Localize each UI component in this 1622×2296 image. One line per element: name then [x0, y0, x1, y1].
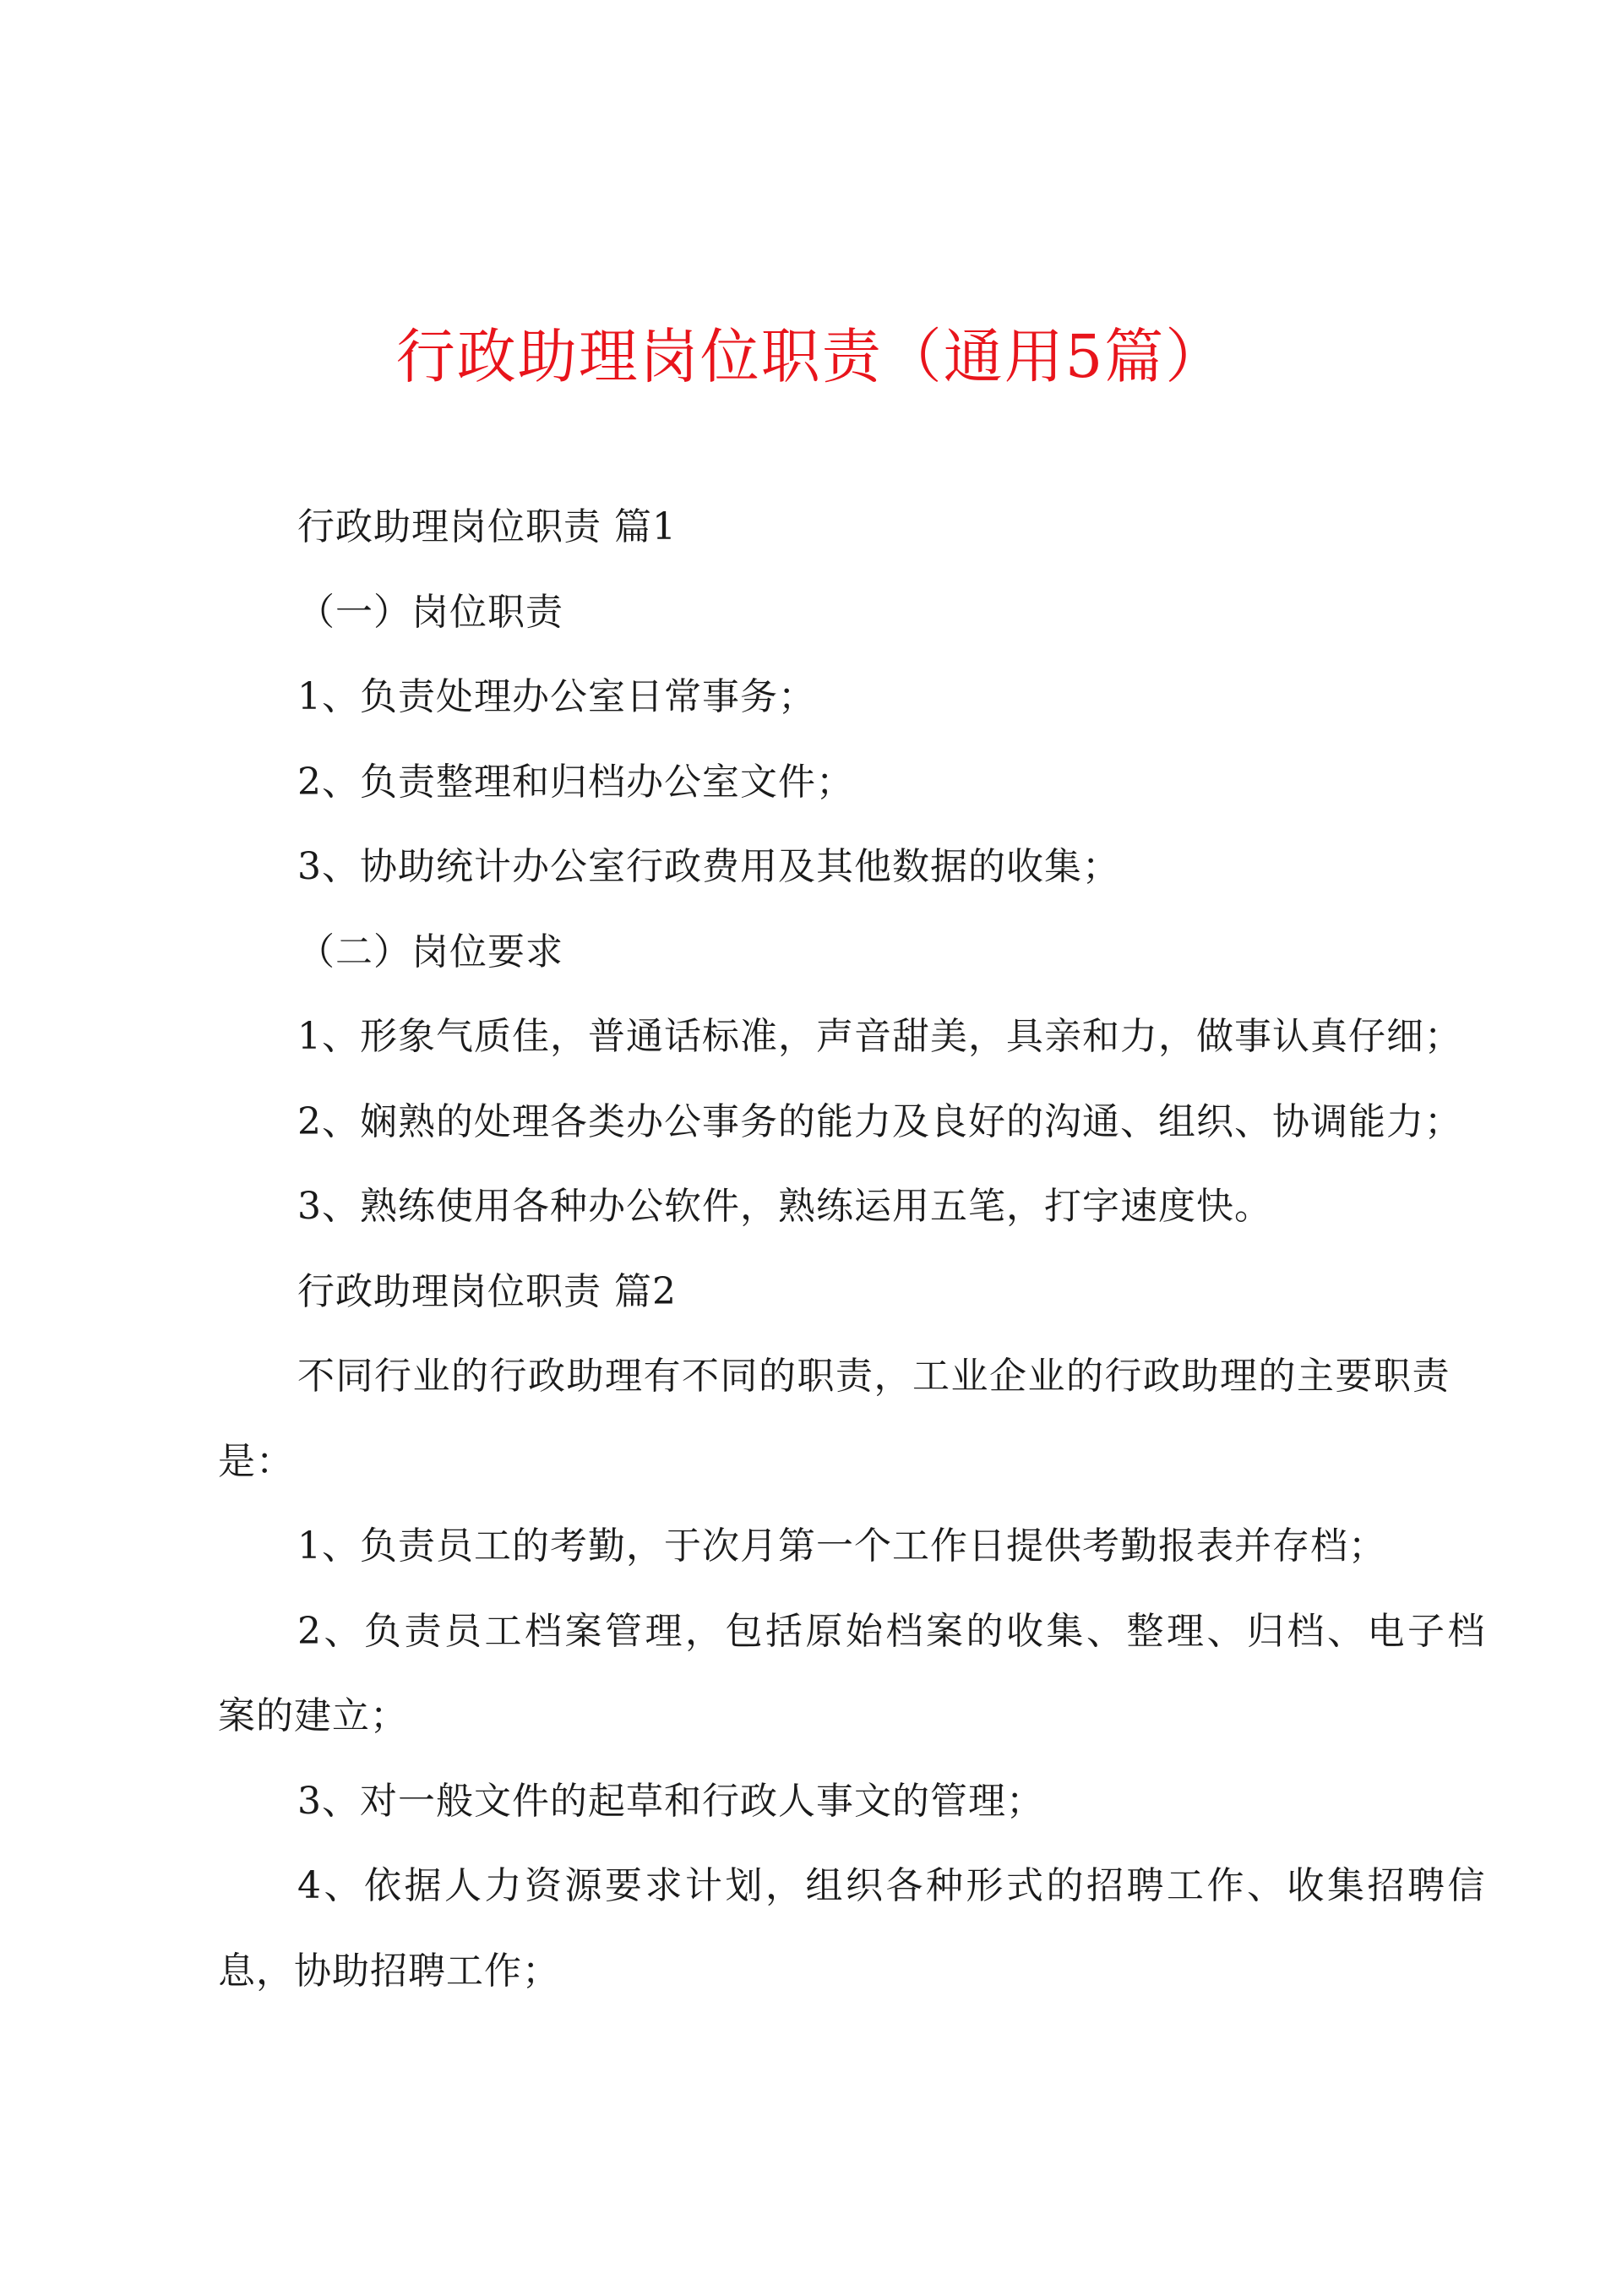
paragraph-line: 案的建立； — [218, 1694, 408, 1737]
list-item: 2、娴熟的处理各类办公事务的能力及良好的沟通、组织、协调能力； — [297, 1099, 1462, 1143]
list-item: 1、形象气质佳，普通话标准，声音甜美，具亲和力，做事认真仔细； — [297, 1015, 1462, 1058]
list-item: 1、负责处理办公室日常事务； — [297, 675, 816, 718]
document-title: 行政助理岗位职责（通用5篇） — [395, 322, 1227, 391]
list-item: 1、负责员工的考勤，于次月第一个工作日提供考勤报表并存档； — [297, 1524, 1386, 1568]
list-item: 2、负责员工档案管理，包括原始档案的收集、整理、归档、电子档 — [297, 1609, 1488, 1653]
list-item: 4、依据人力资源要求计划，组织各种形式的招聘工作、收集招聘信 — [297, 1864, 1488, 1907]
subsection-heading: （二）岗位要求 — [297, 930, 563, 973]
list-item: 3、协助统计办公室行政费用及其他数据的收集； — [297, 845, 1120, 888]
paragraph-line: 不同行业的行政助理有不同的职责，工业企业的行政助理的主要职责 — [297, 1355, 1451, 1398]
document-body — [218, 485, 1488, 2014]
list-item: 3、熟练使用各种办公软件，熟练运用五笔，打字速度快。 — [297, 1185, 1272, 1228]
section-heading: 行政助理岗位职责 篇2 — [297, 1269, 677, 1313]
section-heading: 行政助理岗位职责 篇1 — [297, 505, 677, 548]
paragraph-line: 息，协助招聘工作； — [218, 1949, 560, 1993]
paragraph-line: 是： — [218, 1439, 294, 1483]
list-item: 2、负责整理和归档办公室文件； — [297, 760, 854, 804]
subsection-heading: （一）岗位职责 — [297, 590, 563, 634]
list-item: 3、对一般文件的起草和行政人事文的管理； — [297, 1779, 1044, 1823]
